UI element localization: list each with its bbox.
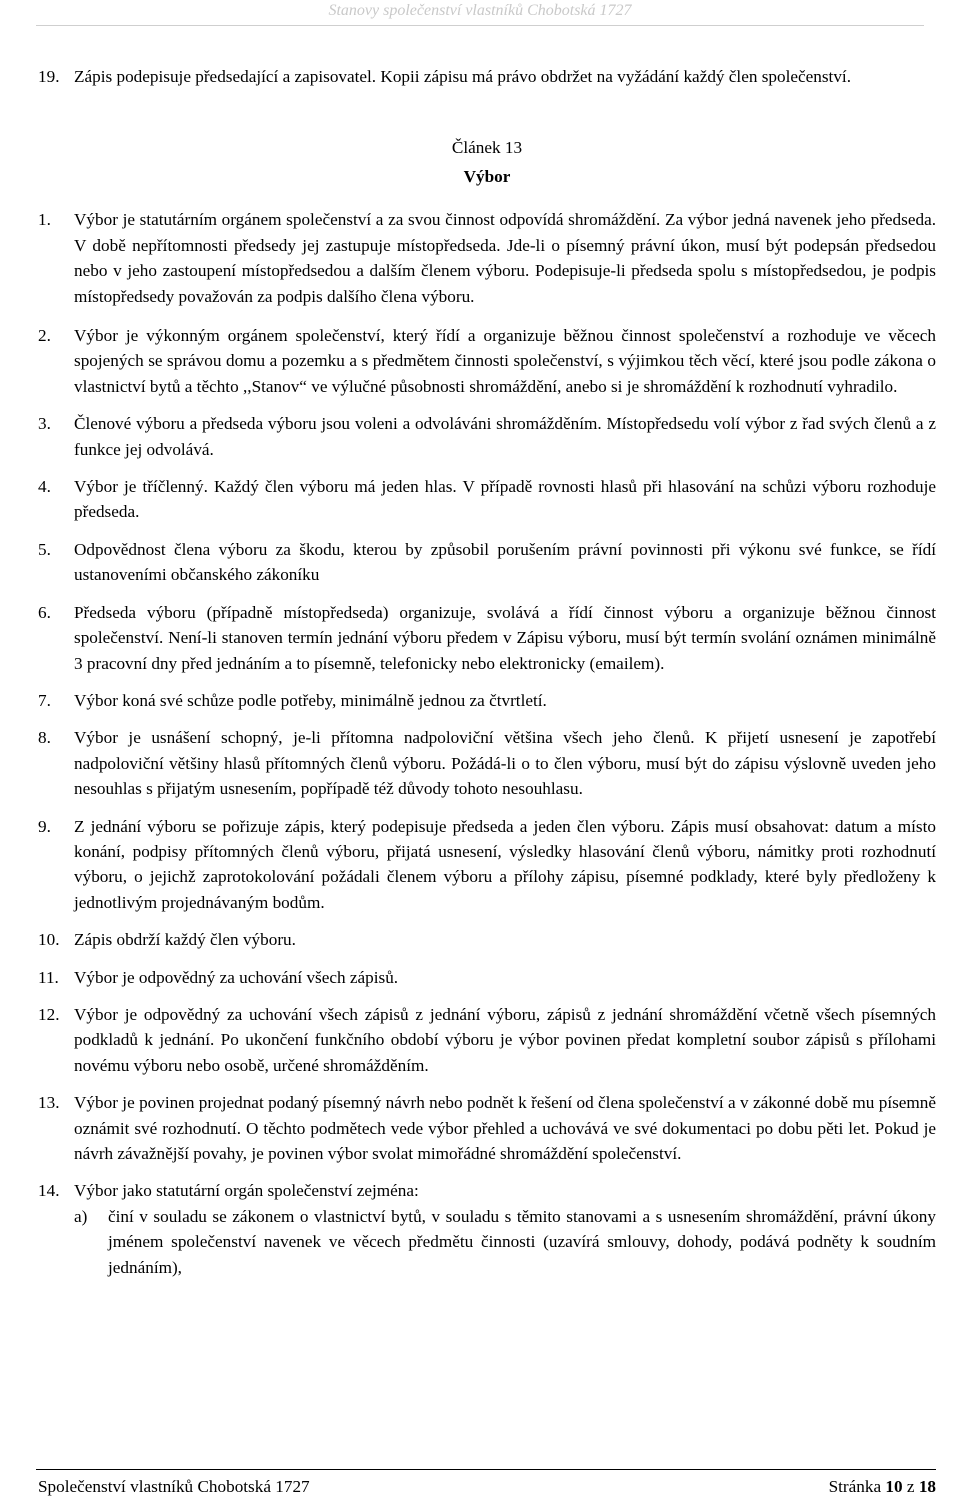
item-text: Odpovědnost člena výboru za škodu, kterou by způsobil porušením právní povinnosti při výkonu své funkce, se řídí ustanoveními občanského zákoníku [74, 539, 936, 585]
item-number: 1. [38, 210, 51, 230]
page-indicator [829, 1477, 936, 1497]
item-text: Výbor je odpovědný za uchování všech zápisů z jednání výboru, zápisů z jednání shromáždění včetně všech písemných podkladů k jednání. Po ukončení funkčního období výboru je výbor povinen předat kompletní soubor zápisů s přílohami novému výboru nebo osobě, určené shromážděním. [74, 1004, 936, 1075]
list-item [38, 725, 936, 801]
item-number: 12. [38, 1004, 60, 1024]
page-prefix: Stránka [828, 1477, 886, 1496]
list-item [38, 1002, 936, 1078]
article-title: Výbor [463, 167, 511, 187]
list-item [38, 688, 936, 713]
article-label: Článek 13 [451, 138, 523, 158]
item-number: 8. [38, 728, 51, 748]
list-item [38, 207, 936, 309]
list-item [38, 927, 936, 952]
list-item [38, 965, 936, 990]
page-total: 18 [918, 1477, 936, 1496]
item-text: Z jednání výboru se pořizuje zápis, který podepisuje předseda a jeden člen výboru. Zápis musí obsahovat: datum a místo konání, podpisy přítomných členů výboru, přijatá usnesení, výsledky hlasování členů výboru, námitky proti rozhodnutí výboru, o jejichž zaprotokolování požádali členem výboru a přílohy zápisu, písemné podklady, které byly předloženy k jednotlivým projednávaným bodům. [74, 816, 936, 912]
list-item [38, 600, 936, 676]
header-divider [36, 25, 924, 26]
item-text: Výbor je povinen projednat podaný písemný návrh nebo podnět k řešení od člena společenství a v zákonné době mu písemně oznámit své rozhodnutí. O těchto podmětech vede výbor přehled a uchovává ve své dokumentaci po dobu pěti let. Pokud je návrh závažnější povahy, je povinen výbor svolat mimořádné shromáždění společenství. [74, 1093, 936, 1163]
item-number: 4. [38, 477, 51, 497]
footer-divider [36, 1469, 936, 1470]
list-item [38, 411, 936, 462]
item-text: Zápis podepisuje předsedající a zapisovatel. Kopii zápisu má právo obdržet na vyžádání každý člen společenství. [74, 67, 851, 86]
item-number: 10. [38, 930, 60, 950]
sub-list-item [74, 1204, 936, 1280]
item-text: Výbor je statutárním orgánem společenství a za svou činnost odpovídá shromáždění. Za výbor jedná navenek jeho předseda. V době nepřítomnosti předsedy jej zastupuje místopředseda. Jde-li o písemný právní úkon, musí být podepsán předsedou nebo v jeho zastoupení místopředsedou a dalším členem výboru. Podepisuje-li předseda spolu s místopředsedou, je podpis místopředsedy považován za podpis dalšího člena výboru. [74, 210, 936, 306]
page-separator: z [902, 1477, 919, 1496]
item-number: 9. [38, 816, 51, 836]
running-header: Stanovy společenství vlastníků Chobotská 1727 [328, 2, 632, 19]
sub-item-text: činí v souladu se zákonem o vlastnictví bytů, v souladu s těmito stanovami a s usnesením shromáždění, právní úkony jménem společenství navenek ve věcech předmětu činnosti (uzavírá smlouvy, dohody, podává podněty k soudním jednáním), [108, 1206, 936, 1277]
item-text: Výbor je výkonným orgánem společenství, který řídí a organizuje běžnou činnost společenství a rozhoduje ve věcech spojených se správou domu a pozemku a s předmětem činnosti společenství, s výjimkou těch věcí, které jsou podle zákona o vlastnictví bytů a těchto ,,Stanov“ ve výlučné působnosti shromáždění, anebo si je shromáždění k rozhodnutí vyhradilo. [74, 326, 936, 396]
item-number: 7. [38, 690, 51, 710]
item-number: 19. [38, 67, 60, 86]
page-number: 10 [885, 1477, 903, 1496]
item-text: Výbor koná své schůze podle potřeby, minimálně jednou za čtvrtletí. [74, 690, 547, 710]
item-number: 5. [38, 539, 51, 559]
list-item [38, 537, 936, 588]
item-number: 14. [38, 1181, 60, 1201]
item-number: 13. [38, 1093, 60, 1113]
item-text: Výbor jako statutární orgán společenství zejména: [74, 1181, 419, 1201]
item-text: Předseda výboru (případně místopředseda) organizuje, svolává a řídí činnost výboru a organizuje běžnou činnost společenství. Není-li stanoven termín jednání výboru předem v Zápisu výboru, musí být termín svolání oznámen minimálně 3 pracovní dny před jednáním a to písemně, telefonicky nebo elektronicky (emailem). [74, 602, 936, 673]
item-text: Výbor je odpovědný za uchování všech zápisů. [74, 967, 399, 987]
list-item [38, 814, 936, 916]
item-number: 3. [38, 414, 51, 434]
item-text: Výbor je tříčlenný. Každý člen výboru má jeden hlas. V případě rovnosti hlasů při hlasování na schůzi výboru rozhoduje předseda. [74, 477, 936, 522]
footer-owner: Společenství vlastníků Chobotská 1727 [38, 1477, 310, 1496]
item-number: 11. [38, 967, 59, 987]
item-number: 2. [38, 326, 51, 346]
list-item [38, 1090, 936, 1166]
list-item [38, 474, 936, 525]
list-item [38, 323, 936, 399]
list-item [38, 1178, 936, 1203]
document-body [38, 64, 936, 1280]
item-text: Členové výboru a předseda výboru jsou voleni a odvoláváni shromážděním. Místopředsedu volí výbor z řad svých členů a z funkce jej odvolává. [74, 414, 936, 459]
list-item-19 [38, 64, 936, 89]
item-number: 6. [38, 602, 51, 622]
page-footer [38, 1477, 936, 1497]
item-text: Zápis obdrží každý člen výboru. [74, 930, 296, 950]
item-text: Výbor je usnášení schopný, je-li přítomna nadpoloviční většina všech jeho členů. K přijetí usnesení je zapotřebí nadpoloviční většiny hlasů přítomných členů výboru. Požádá-li o to člen výboru, musí být do zápisu výslovně uveden jeho nesouhlas s přijatým usnesením, popřípadě též důvody tohoto nesouhlasu. [74, 728, 936, 799]
sub-item-label: a) [74, 1206, 88, 1226]
